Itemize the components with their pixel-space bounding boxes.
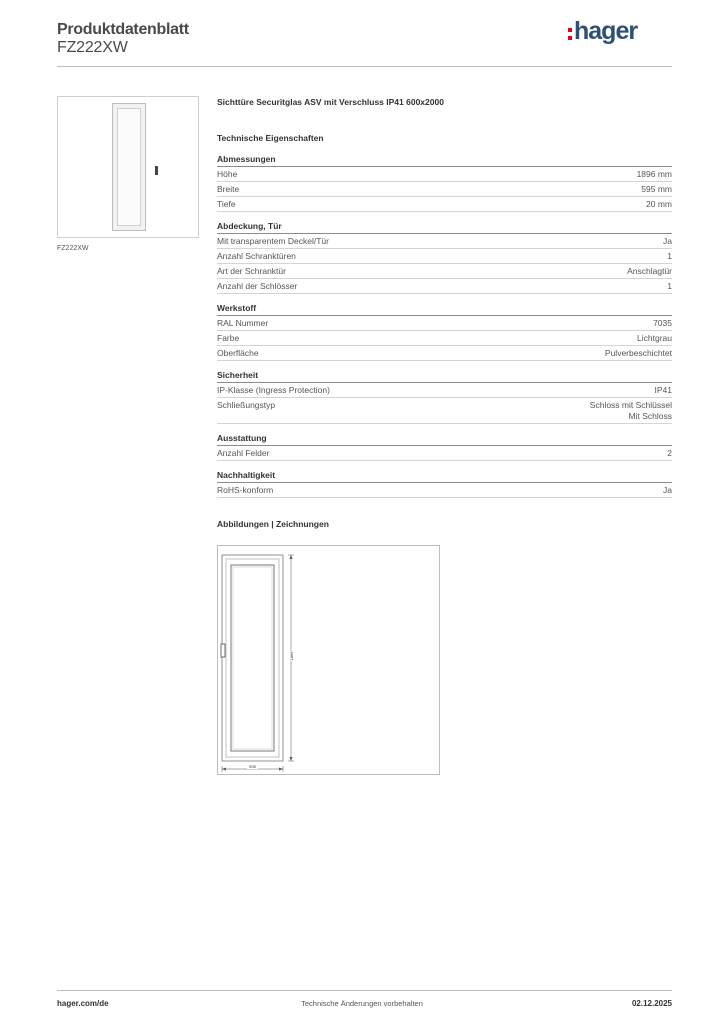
thumbnail-caption: FZ222XW: [57, 245, 89, 252]
property-label: Tiefe: [217, 199, 236, 209]
property-label: IP-Klasse (Ingress Protection): [217, 385, 330, 395]
property-value-text: Lichtgrau: [637, 333, 672, 343]
hager-logo: [568, 16, 658, 46]
property-row: [217, 398, 672, 424]
door-lock-icon: [221, 644, 225, 657]
property-value: [641, 184, 672, 195]
product-code: FZ222XW: [57, 39, 128, 56]
property-value-text: IP41: [654, 385, 672, 395]
section-title: Werkstoff: [217, 302, 672, 316]
property-label: Schließungstyp: [217, 400, 276, 410]
property-value: [667, 251, 672, 262]
height-dimension-label: 1896: [289, 651, 294, 661]
property-label: Farbe: [217, 333, 240, 343]
property-row: [217, 264, 672, 279]
property-label: Höhe: [217, 169, 238, 179]
section-title: Abdeckung, Tür: [217, 220, 672, 234]
property-value-text: Schloss mit Schlüssel: [589, 400, 672, 410]
property-row: [217, 331, 672, 346]
section-title: Nachhaltigkeit: [217, 469, 672, 483]
property-row: [217, 167, 672, 182]
property-label: Anzahl Felder: [217, 448, 270, 458]
property-row: [217, 483, 672, 498]
logo-text: hager: [574, 17, 638, 45]
property-value-text: 1: [667, 251, 672, 261]
property-value: [590, 400, 672, 422]
section-title: Sicherheit: [217, 369, 672, 383]
property-section: [217, 153, 672, 212]
property-section: [217, 220, 672, 294]
property-value: [653, 318, 672, 329]
logo-dots-icon: [568, 28, 572, 44]
property-value-text-secondary: Mit Schloss: [628, 411, 672, 421]
property-value: [667, 281, 672, 292]
product-details: [217, 95, 672, 531]
width-dimension-label: 595: [249, 764, 256, 769]
property-label: Anzahl der Schlösser: [217, 281, 298, 291]
product-title: Sichttüre Securitglas ASV mit Verschluss IP41 600x2000: [217, 97, 444, 107]
property-row: [217, 249, 672, 264]
section-title: Ausstattung: [217, 432, 672, 446]
property-value-text: Pulverbeschichtet: [604, 348, 672, 358]
property-section: [217, 302, 672, 361]
property-row: [217, 197, 672, 212]
figures-heading: Abbildungen | Zeichnungen: [217, 519, 329, 529]
property-value: [667, 448, 672, 459]
property-row: [217, 446, 672, 461]
property-value: [637, 333, 672, 344]
property-value: [663, 485, 672, 496]
property-value-text: Anschlagtür: [627, 266, 672, 276]
property-row: [217, 316, 672, 331]
property-label: Art der Schranktür: [217, 266, 286, 276]
property-value: [663, 236, 672, 247]
footer-date: 02.12.2025: [631, 999, 672, 1008]
property-value: [637, 169, 672, 180]
property-label: Breite: [217, 184, 240, 194]
property-value-text: 7035: [653, 318, 672, 328]
footer-website-link[interactable]: hager.com/de: [57, 999, 109, 1008]
property-value-text: Ja: [663, 236, 672, 246]
property-value-text: 2: [667, 448, 672, 458]
section-title: Abmessungen: [217, 153, 672, 167]
property-section: [217, 469, 672, 498]
property-value-text: Ja: [663, 485, 672, 495]
property-label: Mit transparentem Deckel/Tür: [217, 236, 329, 246]
door-glass-pane: [117, 108, 141, 226]
property-row: [217, 279, 672, 294]
tech-properties-heading: Technische Eigenschaften: [217, 133, 324, 143]
glass-pane-outline: [231, 565, 274, 751]
property-value: [646, 199, 672, 210]
property-value-text: 1: [667, 281, 672, 291]
door-drawing-svg: [218, 546, 439, 774]
property-value-text: 595 mm: [641, 184, 672, 194]
product-thumbnail: [57, 96, 199, 238]
property-value-text: 1896 mm: [636, 169, 672, 179]
property-sections: [217, 153, 672, 498]
page-title: Produktdatenblatt: [57, 21, 189, 38]
cabinet-door-icon: [112, 103, 146, 231]
property-row: [217, 383, 672, 398]
property-row: [217, 346, 672, 361]
door-inner-frame: [226, 559, 279, 757]
property-label: Oberfläche: [217, 348, 259, 358]
property-value: [655, 385, 673, 396]
property-section: [217, 369, 672, 424]
technical-drawing: [217, 545, 440, 775]
property-label: RoHS-konform: [217, 485, 274, 495]
door-handle-icon: [155, 166, 158, 175]
property-label: RAL Nummer: [217, 318, 269, 328]
property-row: [217, 182, 672, 197]
footer-divider: [57, 990, 672, 991]
property-value: [605, 348, 672, 359]
header-divider: [57, 66, 672, 67]
property-value-text: 20 mm: [646, 199, 672, 209]
footer-note: Technische Änderungen vorbehalten: [301, 999, 423, 1008]
property-value: [627, 266, 672, 277]
property-section: [217, 432, 672, 461]
property-label: Anzahl Schranktüren: [217, 251, 296, 261]
property-row: [217, 234, 672, 249]
glass-pane-inner: [233, 567, 272, 749]
